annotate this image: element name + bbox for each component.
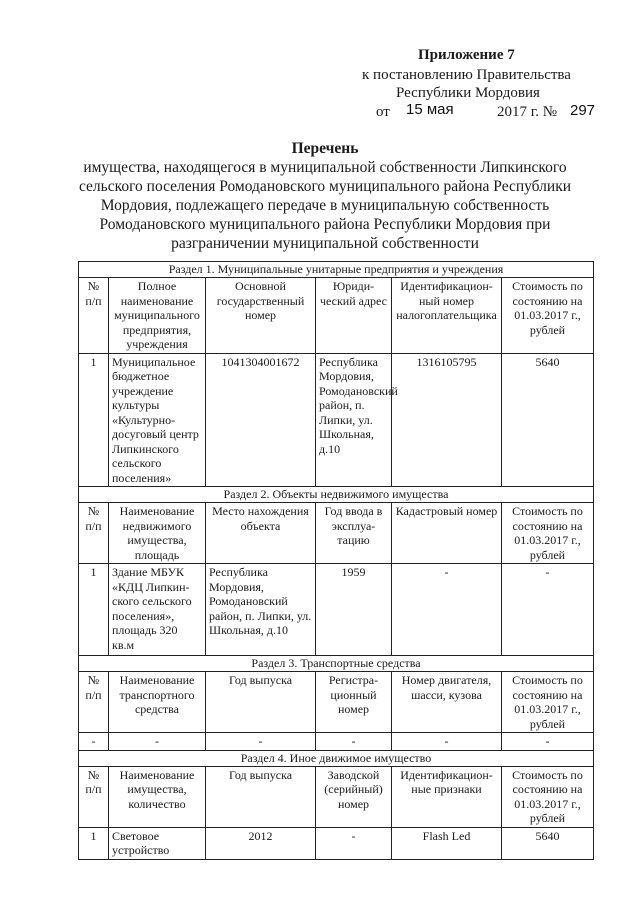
table-row <box>79 733 594 751</box>
legal-address: Республика Мордовия, Ромодановский район, п. Липки, ул. Школьная, д.10 <box>316 353 392 487</box>
title-line-1: имущества, находящегося в муниципальной собственности Липкинского <box>83 159 567 176</box>
header-cell: Место нахождения объекта <box>206 503 316 564</box>
release-year: - <box>206 733 316 751</box>
property-table <box>78 261 594 860</box>
header-cell: Кадастровый номер <box>392 503 502 564</box>
value-cell: 5640 <box>502 353 594 487</box>
row-number: 1 <box>79 827 109 859</box>
header-cell: № п/п <box>79 503 109 564</box>
header-cell: Идентификацион-ные признаки <box>392 766 502 827</box>
engine-number: - <box>392 733 502 751</box>
state-reg-number: 1041304001672 <box>206 353 316 487</box>
section-title-row <box>79 750 594 766</box>
commission-year: 1959 <box>316 564 392 656</box>
header-cell: Стоимость по состоянию на 01.03.2017 г., рублей <box>502 672 594 733</box>
header-cell: Юриди-ческий адрес <box>316 278 392 354</box>
value-cell: - <box>502 564 594 656</box>
section-1-title: Раздел 1. Муниципальные унитарные предприятия и учреждения <box>79 262 594 278</box>
title-line-3: Мордовия, подлежащего передаче в муниципальную собственность <box>100 197 550 214</box>
release-year: 2012 <box>206 827 316 859</box>
table-header-row <box>79 672 594 733</box>
value-cell: 5640 <box>502 827 594 859</box>
handwritten-date: 15 мая <box>406 101 454 118</box>
government-line: Республики Мордовия <box>396 85 540 101</box>
institution-name: Муниципальное бюджетное учреждение культуры «Культурно-досуговый центр Липкинского сельского поселения» <box>109 353 206 487</box>
header-cell: Основной государственный номер <box>206 278 316 354</box>
section-title-row <box>79 487 594 503</box>
table-header-row <box>79 766 594 827</box>
header-cell: Наименование транспортного средства <box>109 672 206 733</box>
cadastral-number: - <box>392 564 502 656</box>
section-4-title: Раздел 4. Иное движимое имущество <box>79 750 594 766</box>
header-cell: Стоимость по состоянию на 01.03.2017 г., рублей <box>502 766 594 827</box>
table-row <box>79 353 594 487</box>
header-cell: Регистра-ционный номер <box>316 672 392 733</box>
header-cell: Наименование имущества, количество <box>109 766 206 827</box>
header-cell: Год выпуска <box>206 672 316 733</box>
header-cell: Год выпуска <box>206 766 316 827</box>
resolution-line: к постановлению Правительства <box>362 67 571 83</box>
property-location: Республика Мордовия, Ромодановский район, п. Липки, ул. Школьная, д.10 <box>206 564 316 656</box>
identification-marks: Flash Led <box>392 827 502 859</box>
header-cell: Наименование недвижимого имущества, площадь <box>109 503 206 564</box>
section-3-title: Раздел 3. Транспортные средства <box>79 656 594 672</box>
tax-id: 1316105795 <box>392 353 502 487</box>
header-cell: Заводской (серийный) номер <box>316 766 392 827</box>
header-cell: Номер двигателя, шасси, кузова <box>392 672 502 733</box>
serial-number: - <box>316 827 392 859</box>
table-row <box>79 827 594 859</box>
title-line-5: разграничении муниципальной собственности <box>171 235 479 252</box>
title-line-4: Ромодановского муниципального района Республики Мордовия при <box>99 216 551 233</box>
header-cell: Идентификацион-ный номер налогоплательщика <box>392 278 502 354</box>
section-title-row <box>79 656 594 672</box>
title-line-2: сельского поселения Ромодановского муниципального района Республики <box>78 178 572 195</box>
year-number-label: 2017 г. № <box>497 104 558 120</box>
date-prefix: от <box>376 104 390 120</box>
resolution-number: 297 <box>570 102 596 119</box>
table-header-row <box>79 278 594 354</box>
appendix-label: Приложение 7 <box>418 47 515 63</box>
document-title <box>60 139 590 253</box>
item-name: Световое устройство <box>109 827 206 859</box>
header-cell: Стоимость по состоянию на 01.03.2017 г., рублей <box>502 278 594 354</box>
section-2-title: Раздел 2. Объекты недвижимого имущества <box>79 487 594 503</box>
header-cell: № п/п <box>79 766 109 827</box>
header-cell: № п/п <box>79 672 109 733</box>
table-header-row <box>79 503 594 564</box>
row-number: 1 <box>79 353 109 487</box>
vehicle-name: - <box>109 733 206 751</box>
row-number: 1 <box>79 564 109 656</box>
title-heading: Перечень <box>291 140 359 157</box>
header-cell: Год ввода в эксплуа-тацию <box>316 503 392 564</box>
header-cell: Полное наименование муниципального предприятия, учреждения <box>109 278 206 354</box>
table-row <box>79 564 594 656</box>
header-cell: № п/п <box>79 278 109 354</box>
section-title-row <box>79 262 594 278</box>
property-name: Здание МБУК «КДЦ Липкин-ского сельского поселения», площадь 320 кв.м <box>109 564 206 656</box>
row-number: - <box>79 733 109 751</box>
registration-number: - <box>316 733 392 751</box>
value-cell: - <box>502 733 594 751</box>
header-cell: Стоимость по состоянию на 01.03.2017 г., рублей <box>502 503 594 564</box>
